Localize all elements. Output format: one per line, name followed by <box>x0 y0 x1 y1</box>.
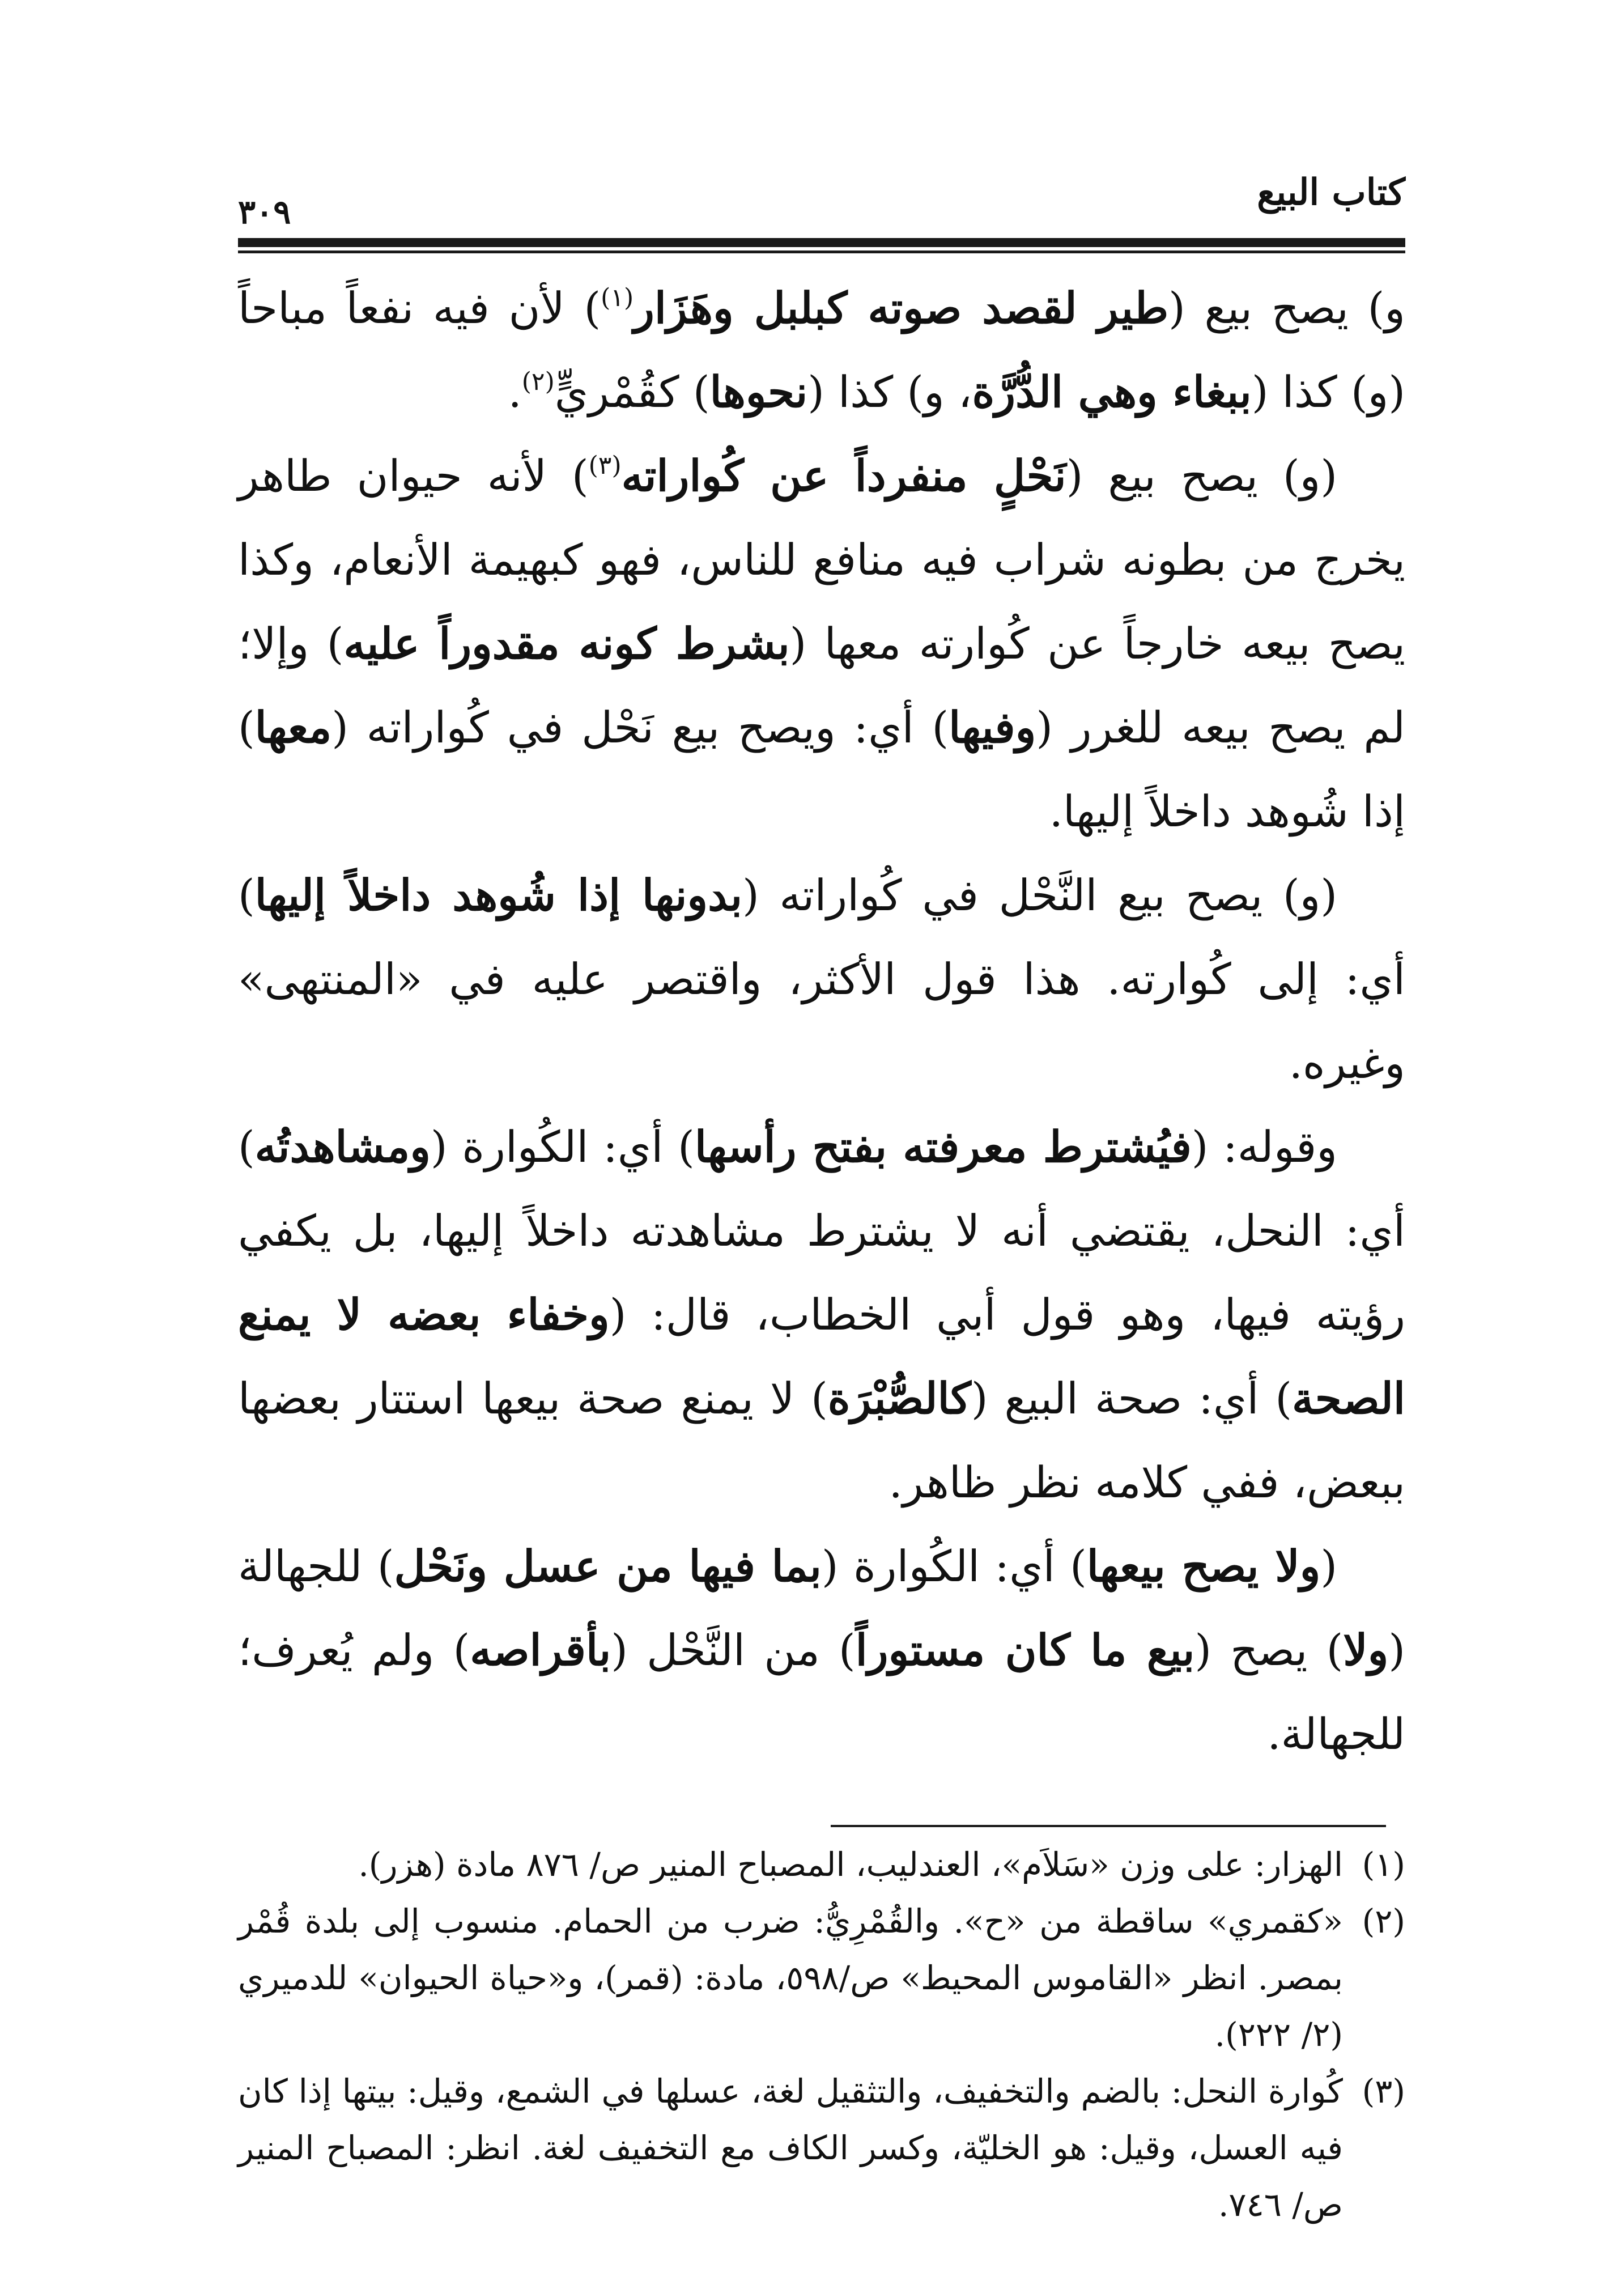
footnote-text: «كقمري» ساقطة من «ح». والقُمْرِيُّ: ضرب من الحمام. منسوب إلى بلدة قُمْر بمصر. انظر «القاموس المحيط» ص/٥٩٨، مادة: (قمر)، و«حياة الحيوان» للدميري (٢/ ٢٢٢). <box>238 1902 1343 2054</box>
text-run: (و) يصح بيع ( <box>1066 451 1337 501</box>
text-run: ) ولم يُعرف؛ للجهالة. <box>238 1625 1405 1759</box>
text-run: ، و) كذا ( <box>807 367 972 417</box>
footnote-3 <box>238 2063 1405 2233</box>
footnote-number: (١) <box>1362 1845 1405 1884</box>
matn-bold: طير لقصد صوته كبلبل وهَزَار <box>634 283 1169 333</box>
paragraph-4 <box>238 1105 1405 1525</box>
matn-bold: ولا <box>1343 1625 1389 1675</box>
footnote-ref-3: (٣) <box>588 451 622 480</box>
book-title: كتاب البيع <box>1257 171 1405 214</box>
matn-bold: بدونها إذا شُوهد داخلاً إليها <box>254 870 743 920</box>
text-run: ) لأنه حيوان طاهر يخرج من بطونه شراب فيه منافع للناس، فهو كبهيمة الأنعام، وكذا يصح بيعه خارجاً عن كُوارته معها ( <box>238 451 1405 669</box>
footnotes <box>238 1836 1405 2233</box>
text-run: ) لا يمنع صحة بيعها استتار بعضها ببعض، ففي كلامه نظر ظاهر. <box>238 1373 1405 1508</box>
text-run: ) للجهالة ( <box>238 1541 1405 1675</box>
header-rule-thick <box>238 238 1405 247</box>
paragraph-5 <box>238 1525 1405 1776</box>
text-run: ) أي: إلى كُوارته. هذا قول الأكثر، واقتصر عليه في «المنتهى» وغيره. <box>238 870 1405 1088</box>
matn-bold: بشرط كونه مقدوراً عليه <box>343 618 790 669</box>
running-header <box>238 159 1405 244</box>
text-run: ) أي: ويصح بيع نَحْل في كُواراته ( <box>331 702 949 753</box>
paragraph-3 <box>238 853 1405 1105</box>
footnote-1 <box>238 1836 1405 1893</box>
text-run: ) من النَّحْل ( <box>611 1625 856 1675</box>
text-run: ) أي: صحة البيع ( <box>971 1373 1293 1424</box>
text-run: و) يصح بيع ( <box>1168 283 1405 333</box>
matn-bold: نحوها <box>709 367 808 417</box>
text-run: ) إذا شُوهد داخلاً إليها. <box>238 702 1405 836</box>
matn-bold: ولا يصح بيعها <box>1086 1541 1321 1591</box>
matn-bold: فيُشترط معرفته بفتح رأسها <box>694 1122 1192 1172</box>
paragraph-1 <box>238 266 1405 434</box>
footnote-number: (٣) <box>1362 2072 1405 2111</box>
text-run: . <box>508 367 522 417</box>
text-run: وقوله: ( <box>1191 1122 1338 1172</box>
matn-bold: ببغاء وهي الدُّرَّة <box>972 367 1252 417</box>
header-rule-thin <box>238 250 1405 253</box>
text-run: ) أي: النحل، يقتضي أنه لا يشترط مشاهدته داخلاً إليها، بل يكفي رؤيته فيها، وهو قول أبي الخطاب، قال: ( <box>238 1122 1406 1340</box>
text-run: ) وإلا؛ لم يصح بيعه للغرر ( <box>238 618 1406 753</box>
matn-bold: بيع ما كان مستوراً <box>855 1625 1195 1675</box>
footnote-number: (٢) <box>1362 1902 1405 1940</box>
footnote-2 <box>238 1893 1405 2063</box>
matn-bold: كالصُّبْرَة <box>827 1373 971 1424</box>
text-run: ) كقُمْريٍّ <box>554 367 710 417</box>
matn-bold: معها <box>254 702 332 753</box>
footnote-text: الهزار: على وزن «سَلاَم»، العندليب، المصباح المنير ص/ ٨٧٦ مادة (هزر). <box>358 1845 1343 1884</box>
matn-bold: ومشاهدتُه <box>254 1122 431 1172</box>
text-run: ) أي: الكُوارة ( <box>430 1122 695 1172</box>
text-run: ( <box>1320 1541 1337 1591</box>
paragraph-2 <box>238 434 1405 853</box>
text-run: ) أي: الكُوارة ( <box>821 1541 1087 1591</box>
matn-bold: بأقراصه <box>470 1625 611 1675</box>
matn-bold: وفيها <box>949 702 1036 753</box>
page-number: ٣٠٩ <box>238 193 291 231</box>
footnote-ref-2: (٢) <box>521 367 555 396</box>
text-run: ) يصح ( <box>1194 1625 1344 1675</box>
text-run: (و) يصح بيع النَّحْل في كُواراته ( <box>742 870 1337 920</box>
matn-bold: وخفاء بعضه لا يمنع الصحة <box>238 1289 1405 1424</box>
footnote-text: كُوارة النحل: بالضم والتخفيف، والتثقيل لغة، عسلها في الشمع، وقيل: بيتها إذا كان فيه العسل، وقيل: هو الخليّة، وكسر الكاف مع التخفيف لغة. انظر: المصباح المنير ص/ ٧٤٦. <box>238 2072 1343 2224</box>
footnote-ref-1: (١) <box>601 283 634 312</box>
matn-bold: بما فيها من عسل ونَحْل <box>394 1541 822 1591</box>
footnote-separator <box>831 1825 1386 1827</box>
text-run: ) لأن فيه نفعاً مباحاً (و) كذا ( <box>238 283 1405 417</box>
matn-bold: نَحْلٍ منفرداً عن كُواراته <box>621 451 1066 501</box>
main-text <box>238 266 1405 1776</box>
